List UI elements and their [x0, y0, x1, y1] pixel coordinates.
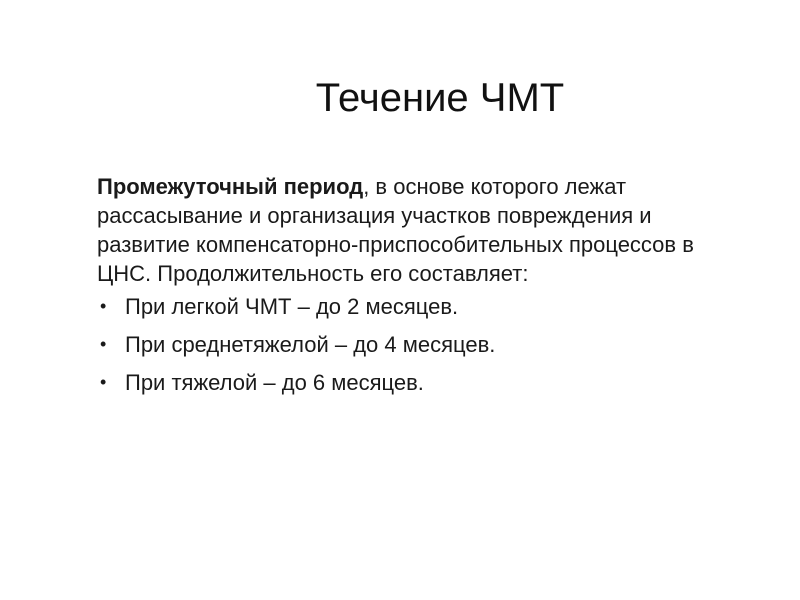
bullet-icon: •	[100, 334, 107, 354]
slide-title: Течение ЧМТ	[315, 76, 565, 120]
bullet-list	[97, 292, 737, 397]
list-item	[97, 330, 737, 359]
intro-text: , в основе которого лежат рассасывание и организация участков повреждения и развитие компенсаторно-приспособительных процессов в ЦНС. Продолжительность его составляет:	[97, 174, 694, 286]
list-item	[97, 292, 737, 321]
bullet-icon: •	[100, 372, 107, 392]
list-item	[97, 368, 737, 397]
bullet-text: При легкой ЧМТ – до 2 месяцев.	[125, 294, 459, 319]
bullet-icon: •	[100, 296, 107, 316]
bullet-text: При среднетяжелой – до 4 месяцев.	[125, 332, 496, 357]
bullet-text: При тяжелой – до 6 месяцев.	[125, 370, 424, 395]
intro-paragraph	[97, 172, 737, 288]
intro-lead: Промежуточный период	[97, 174, 364, 199]
slide-body	[97, 172, 737, 406]
